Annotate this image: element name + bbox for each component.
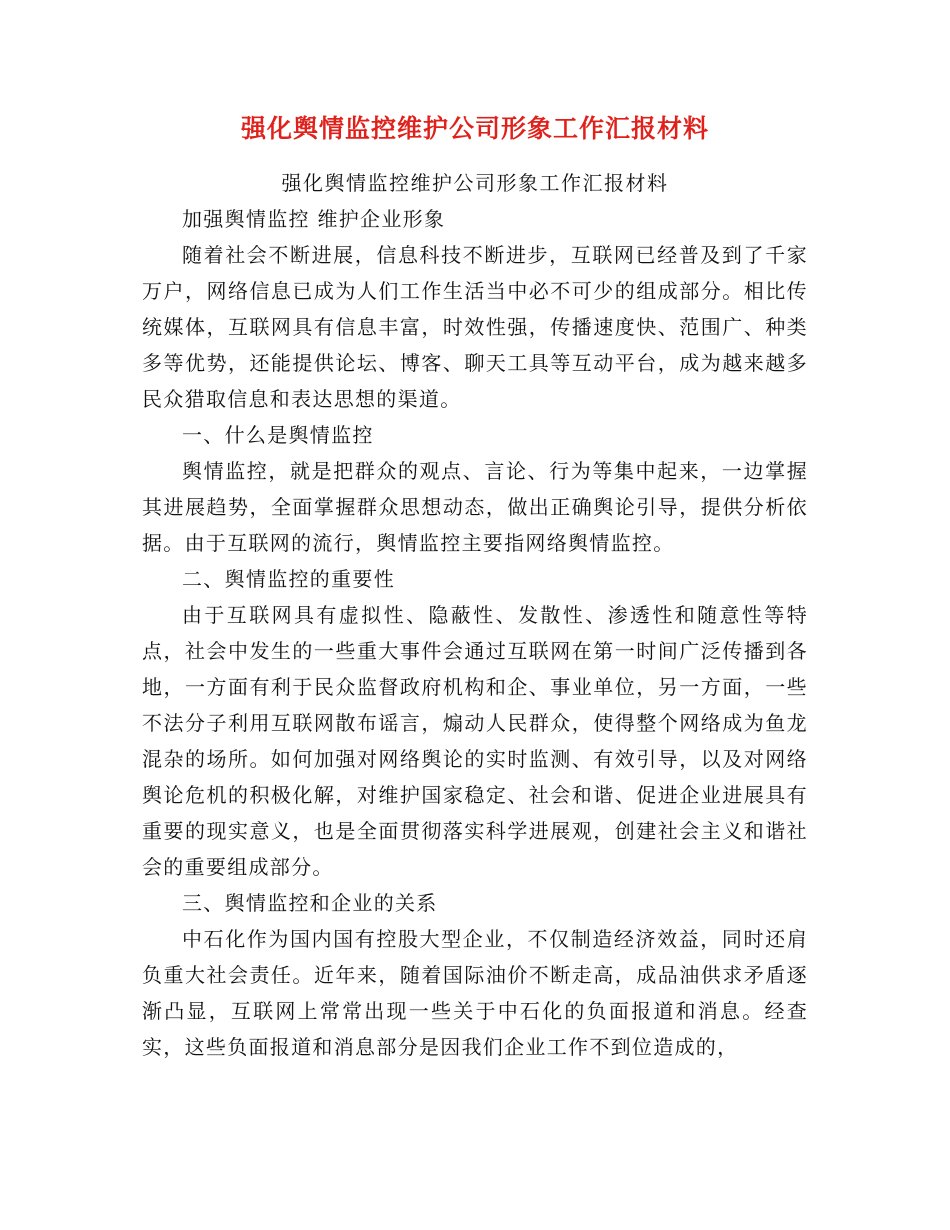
paragraph-importance: 由于互联网具有虚拟性、隐蔽性、发散性、渗透性和随意性等特点，社会中发生的一些重大事件会通过互联网在第一时间广泛传播到各地，一方面有利于民众监督政府机构和企、事业单位，另一方面，一些不法分子利用互联网散布谣言，煽动人民群众，使得整个网络成为鱼龙混杂的场所。如何加强对网络舆论的实时监测、有效引导，以及对网络舆论危机的积极化解，对维护国家稳定、社会和谐、促进企业进展具有重要的现实意义，也是全面贯彻落实科学进展观，创建社会主义和谐社会的重要组成部分。 <box>142 603 808 879</box>
document-subtitle: 强化舆情监控维护公司形象工作汇报材料 <box>281 171 669 195</box>
section-heading-main: 加强舆情监控 维护企业形象 <box>182 207 446 231</box>
section-heading-1: 一、什么是舆情监控 <box>182 423 374 447</box>
paragraph-relationship: 中石化作为国内国有控股大型企业，不仅制造经济效益，同时还肩负重大社会责任。近年来，随着国际油价不断走高，成品油供求矛盾逐渐凸显，互联网上常常出现一些关于中石化的负面报道和消息。经查实，这些负面报道和消息部分是因我们企业工作不到位造成的， <box>142 927 808 1059</box>
paragraph-intro: 随着社会不断进展，信息科技不断进步，互联网已经普及到了千家万户，网络信息已成为人们工作生活当中必不可少的组成部分。相比传统媒体，互联网具有信息丰富，时效性强，传播速度快、范围广、种类多等优势，还能提供论坛、博客、聊天工具等互动平台，成为越来越多民众猎取信息和表达思想的渠道。 <box>142 243 808 411</box>
section-heading-2: 二、舆情监控的重要性 <box>182 567 395 591</box>
document-title: 强化舆情监控维护公司形象工作汇报材料 <box>240 114 709 143</box>
section-heading-3: 三、舆情监控和企业的关系 <box>182 891 438 915</box>
document-body <box>142 165 808 1065</box>
paragraph-definition: 舆情监控，就是把群众的观点、言论、行为等集中起来，一边掌握其进展趋势，全面掌握群众思想动态，做出正确舆论引导，提供分析依据。由于互联网的流行，舆情监控主要指网络舆情监控。 <box>142 459 808 555</box>
